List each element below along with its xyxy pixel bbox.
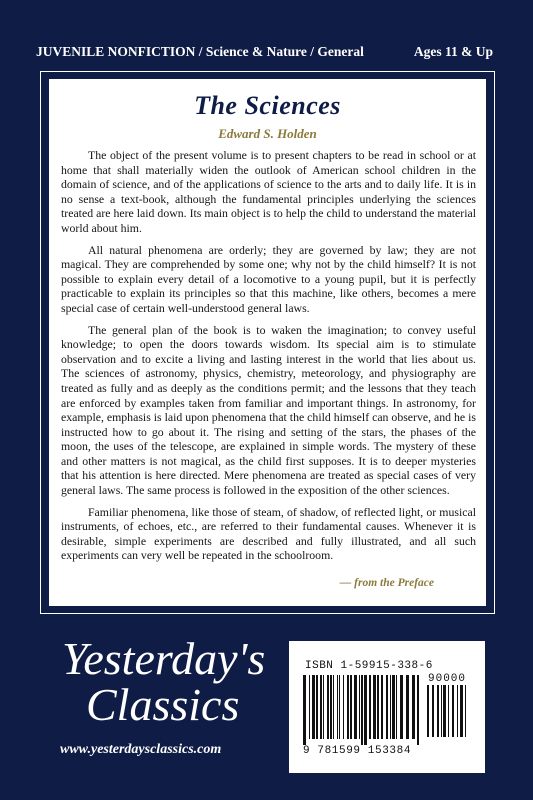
barcode-bar [386, 675, 388, 739]
paragraph-3: The general plan of the book is to waken the imagination; to convey useful knowledge; to open the doors towards wisdom. Its special aim is to stimulate observation and to excite a living and lasting interest in the world that lies about us. The sciences of astronomy, physics, chemistry, meteorology, and physiography are treated as fully and as deeply as the conditions permit; and the lessons that they teach are enforced by examples taken from familiar and important things. In astronomy, for example, emphasis is laid upon phenomena that the child himself can observe, and he is instructed how to go about it. The rising and setting of the stars, the phases of the moon, the uses of the telescope, are explained in simple words. The mystery of these and other matters is not magical, as the child first supposes. It is to deeper mysteries that his attention is here directed. Mere phenomena are treated as special cases of very general laws. The same process is followed in the exposition of the other sciences. [61, 322, 476, 498]
book-title: The Sciences [194, 91, 341, 120]
barcode-bar [390, 675, 391, 739]
barcode-bar [333, 675, 334, 739]
paragraph-4: Familiar phenomena, like those of steam, of shadow, of reflected light, or musical instruments, of echoes, etc., are referred to their fundamental causes. Whenever it is desirable, simple experiments are described and fully illustrated, and all such experiments can very well be repeated in the schoolroom. [61, 504, 476, 563]
barcode-bar [350, 675, 352, 739]
publisher-url: www.yesterdaysclassics.com [60, 742, 222, 757]
isbn-label: ISBN 1-59915-338-6 [305, 660, 433, 672]
barcode-bar [347, 675, 349, 739]
barcode-bar [417, 675, 419, 745]
barcode-bar [448, 685, 449, 737]
barcode-addon [427, 685, 471, 745]
barcode-bar [432, 685, 434, 737]
publisher-logo [58, 632, 288, 742]
paragraph-1: The object of the present volume is to present chapters to be read in school or at home that shall materially widen the outlook of American school children in the domain of science, and of the applications of science to the arts and to daily life. It is in no sense a text-book, although the fundamental principles underlying the sciences treated are here laid down. Its main object is to help the child to understand the material world about him. [61, 148, 476, 235]
barcode-bar [452, 685, 454, 737]
barcode-bar [364, 675, 367, 745]
barcode-bar [443, 685, 446, 737]
barcode-bar [396, 675, 397, 739]
category-text: JUVENILE NONFICTION / Science & Nature / General [36, 44, 364, 59]
barcode-bar [361, 675, 363, 745]
barcode-bar [460, 685, 463, 737]
barcode-box [289, 641, 485, 773]
barcode-bar [369, 675, 371, 739]
barcode-digits: 9 781599 153384 [303, 745, 412, 757]
logo-line-2: Classics [86, 679, 240, 730]
logo-line-1: Yesterday's [62, 633, 266, 684]
price-code: 90000 [428, 673, 467, 685]
barcode-bar [465, 685, 466, 737]
barcode-bar [377, 675, 379, 739]
barcode-bar [320, 675, 322, 739]
paragraph-2: All natural phenomena are orderly; they are governed by law; they are not magical. They are comprehended by some one; why not by the child himself? It is not possible to explain every detail of a locomotive to a young pupil, but it is perfectly practicable to explain its principles so that this machine, like others, becomes a mere special case of certain well-understood general laws. [61, 242, 476, 315]
barcode-bar [406, 675, 409, 739]
barcode-bar [457, 685, 458, 737]
barcode-bar [343, 675, 344, 739]
barcode-bar [337, 675, 338, 739]
book-author: Edward S. Holden [218, 126, 317, 141]
barcode-bar [330, 675, 332, 739]
barcode-bar [427, 685, 429, 737]
barcode-bar [412, 675, 415, 739]
barcode-bar [312, 675, 315, 739]
age-range: Ages 11 & Up [413, 44, 493, 59]
barcode-bar [400, 675, 403, 739]
barcode-bar [303, 675, 306, 745]
preface-credit: — from the Preface [339, 577, 434, 589]
category-bar [0, 44, 533, 62]
barcode-bar [309, 675, 310, 739]
barcode-bar [327, 675, 329, 739]
barcode-bar [441, 685, 442, 737]
barcode-main [303, 675, 423, 745]
description-panel [49, 79, 486, 606]
preface-text [61, 148, 476, 570]
barcode-bar [381, 675, 383, 739]
barcode-bar [354, 675, 357, 739]
barcode-bar [316, 675, 318, 739]
barcode-bar [437, 685, 439, 737]
barcode-bar [323, 675, 324, 739]
barcode-bar [373, 675, 376, 739]
barcode-bar [392, 675, 395, 739]
barcode-bar [339, 675, 340, 739]
barcode-bar [359, 675, 360, 739]
